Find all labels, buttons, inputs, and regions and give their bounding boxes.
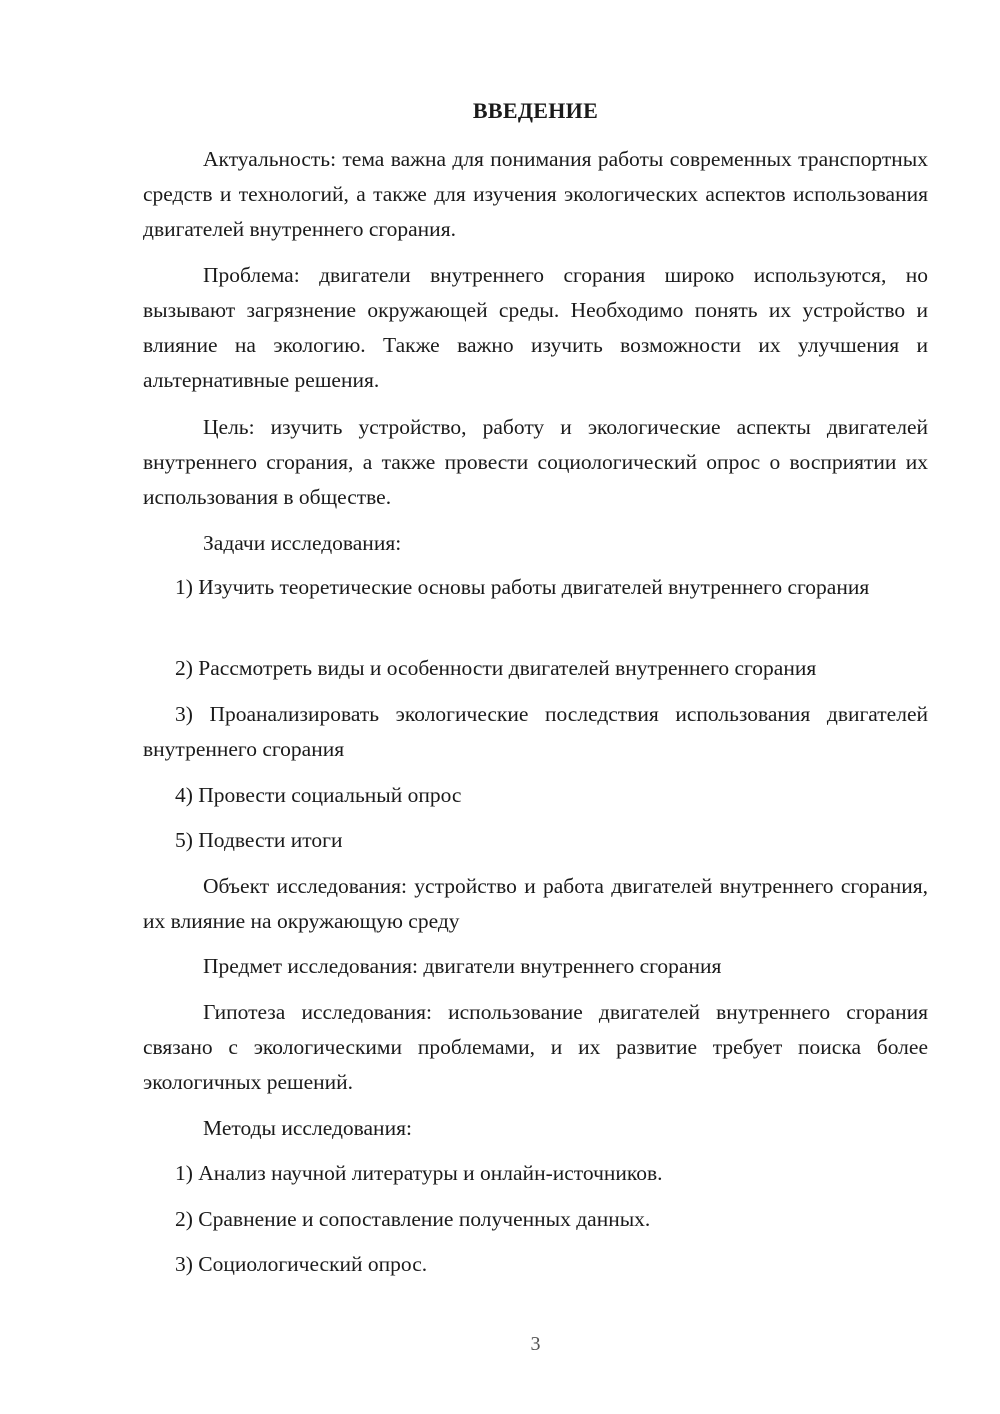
method-item-3: 3) Социологический опрос. xyxy=(175,1252,428,1276)
method-item-1: 1) Анализ научной литературы и онлайн-источников. xyxy=(175,1161,663,1185)
page-number: 3 xyxy=(530,1333,541,1355)
task-item-1: 1) Изучить теоретические основы работы двигателей внутреннего сгорания xyxy=(175,575,870,599)
document-page xyxy=(143,0,928,1414)
method-item-2: 2) Сравнение и сопоставление полученных данных. xyxy=(175,1207,651,1231)
paragraph-hypothesis: Гипотеза исследования: использование двигателей внутреннего сгорания связано с экологическими проблемами, и их развитие требует поиска более экологичных решений. xyxy=(143,1000,928,1094)
paragraph-tasks-heading: Задачи исследования: xyxy=(203,531,402,555)
task-item-5: 5) Подвести итоги xyxy=(175,828,343,852)
paragraph-object: Объект исследования: устройство и работа двигателей внутреннего сгорания, их влияние на окружающую среду xyxy=(143,874,928,933)
paragraph-problem: Проблема: двигатели внутреннего сгорания широко используются, но вызывают загрязнение окружающей среды. Необходимо понять их устройство и влияние на экологию. Также важно изучить возможности их улучшения и альтернативные решения. xyxy=(143,263,928,392)
task-item-2: 2) Рассмотреть виды и особенности двигателей внутреннего сгорания xyxy=(175,656,817,680)
paragraph-relevance: Актуальность: тема важна для понимания работы современных транспортных средств и технологий, а также для изучения экологических аспектов использования двигателей внутреннего сгорания. xyxy=(143,147,928,241)
paragraph-methods-heading: Методы исследования: xyxy=(203,1116,412,1140)
page-title: ВВЕДЕНИЕ xyxy=(472,98,599,123)
task-item-3: 3) Проанализировать экологические последствия использования двигателей внутреннего сгорания xyxy=(143,702,928,761)
paragraph-goal: Цель: изучить устройство, работу и экологические аспекты двигателей внутреннего сгорания, а также провести социологический опрос о восприятии их использования в обществе. xyxy=(143,415,928,509)
paragraph-subject: Предмет исследования: двигатели внутреннего сгорания xyxy=(203,954,722,978)
task-item-4: 4) Провести социальный опрос xyxy=(175,783,462,807)
